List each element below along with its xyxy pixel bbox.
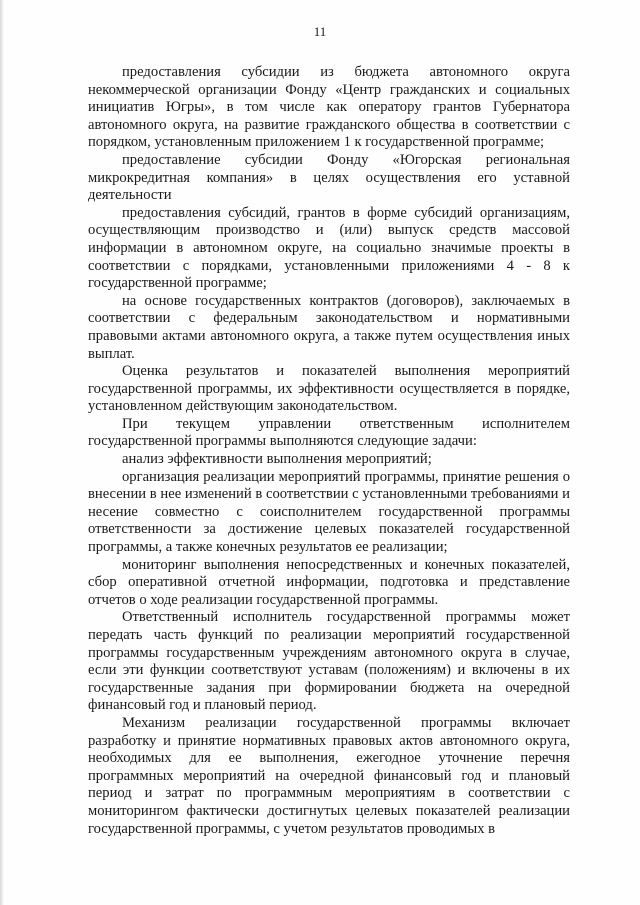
paragraph-subsidy-microcredit-company: предоставление субсидии Фонду «Югорская региональная микрокредитная компания» в целях осуществления его уставной деятельности bbox=[88, 151, 570, 204]
paragraph-grants-mass-media: предоставления субсидий, грантов в форме субсидий организациям, осуществляющим производство и (или) выпуск средств массовой информации в автономном округе, на социально значимые проекты в соответствии с порядками, установленными приложениями 4 - 8 к государственной программе; bbox=[88, 204, 570, 292]
scan-edge-shadow bbox=[0, 0, 4, 905]
document-body bbox=[88, 64, 570, 838]
paragraph-subsidy-fund-civic-initiatives: предоставления субсидии из бюджета автономного округа некоммерческой организации Фонду «Центр гражданских и социальных инициатив Югры», в том числе как оператору грантов Губернатора автономного округа, на развитие гражданского общества в соответствии с порядком, установленным приложением 1 к государственной программе; bbox=[88, 64, 570, 151]
paragraph-state-contracts: на основе государственных контрактов (договоров), заключаемых в соответствии с федеральным законодательством и нормативными правовыми актами автономного округа, а также путем осуществления иных выплат. bbox=[88, 292, 570, 362]
paragraph-task-organization: организация реализации мероприятий программы, принятие решения о внесении в нее изменений в соответствии с установленными требованиями и несение совместно с соисполнителем государственной программы ответственности за достижение целевых показателей государственной программы, а также конечных результатов ее реализации; bbox=[88, 468, 570, 556]
page-number: 11 bbox=[313, 24, 327, 39]
paragraph-current-management-tasks: При текущем управлении ответственным исполнителем государственной программы выполняются следующие задачи: bbox=[88, 415, 570, 450]
paragraph-task-monitoring: мониторинг выполнения непосредственных и конечных показателей, сбор оперативной отчетной информации, подготовка и представление отчетов о ходе реализации государственной программы. bbox=[88, 556, 570, 608]
paragraph-delegation-of-functions: Ответственный исполнитель государственной программы может передать часть функций по реализации мероприятий государственной программы государственным учреждениям автономного округа в случае, если эти функции соответствуют уставам (положениям) и включены в их государственные задания при формировании бюджета на очередной финансовый год и плановый период. bbox=[88, 609, 570, 714]
paragraph-evaluation: Оценка результатов и показателей выполнения мероприятий государственной программы, их эффективности осуществляется в порядке, установленном действующим законодательством. bbox=[88, 363, 570, 415]
paragraph-task-efficiency-analysis: анализ эффективности выполнения мероприятий; bbox=[122, 451, 432, 468]
paragraph-implementation-mechanism: Механизм реализации государственной программы включает разработку и принятие нормативных правовых актов автономного округа, необходимых для ее выполнения, ежегодное уточнение перечня программных мероприятий на очередной финансовый год и плановый период и затрат по программным мероприятиям в соответствии с мониторингом фактически достигнутых целевых показателей реализации государственной программы, с учетом результатов проводимых в bbox=[88, 714, 570, 837]
